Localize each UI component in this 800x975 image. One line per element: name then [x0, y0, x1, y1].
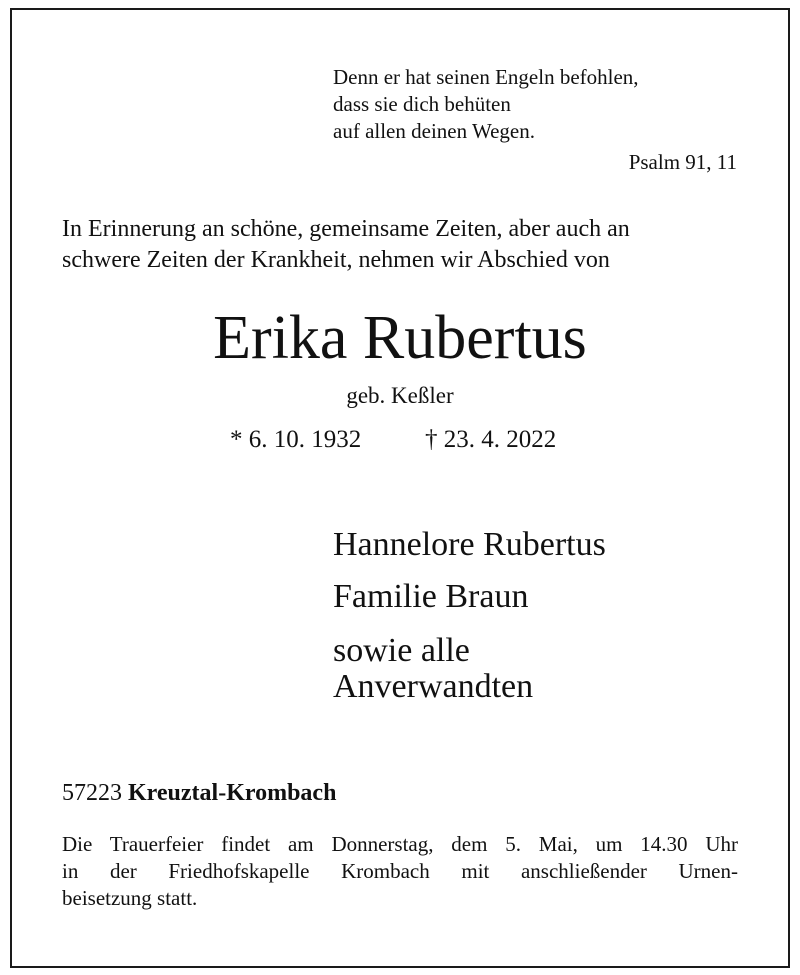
maiden-name: geb. Keßler — [346, 383, 454, 408]
intro-line: schwere Zeiten der Krankheit, nehmen wir Abschied von — [62, 247, 610, 273]
verse-reference: Psalm 91, 11 — [628, 150, 737, 174]
birth-date: * 6. 10. 1932 — [230, 426, 362, 453]
service-line: Die Trauerfeier findet am Donnerstag, dem 5. Mai, um 14.30 Uhr — [62, 832, 738, 856]
deceased-name: Erika Rubertus — [213, 304, 587, 372]
verse-line: auf allen deinen Wegen. — [333, 119, 536, 143]
bible-verse — [333, 64, 639, 145]
intro-text — [62, 214, 630, 276]
mourner-name: sowie alle — [333, 632, 470, 669]
verse-line: Denn er hat seinen Engeln befohlen, — [333, 65, 639, 89]
location-line — [62, 780, 336, 807]
verse-line: dass sie dich behüten — [333, 92, 511, 116]
mourner-name: Anverwandten — [333, 668, 534, 705]
funeral-service-notice — [62, 831, 738, 912]
city-name: Kreuztal-Krombach — [128, 780, 337, 806]
intro-line: In Erinnerung an schöne, gemeinsame Zeiten, aber auch an — [62, 216, 630, 242]
death-date: † 23. 4. 2022 — [425, 426, 557, 453]
service-line: in der Friedhofskapelle Krombach mit anschließender Urnen- — [62, 859, 738, 883]
mourner-name: Familie Braun — [333, 578, 529, 615]
mourner-name: Hannelore Rubertus — [333, 526, 606, 563]
service-line: beisetzung statt. — [62, 886, 198, 910]
postal-code: 57223 — [62, 780, 122, 806]
